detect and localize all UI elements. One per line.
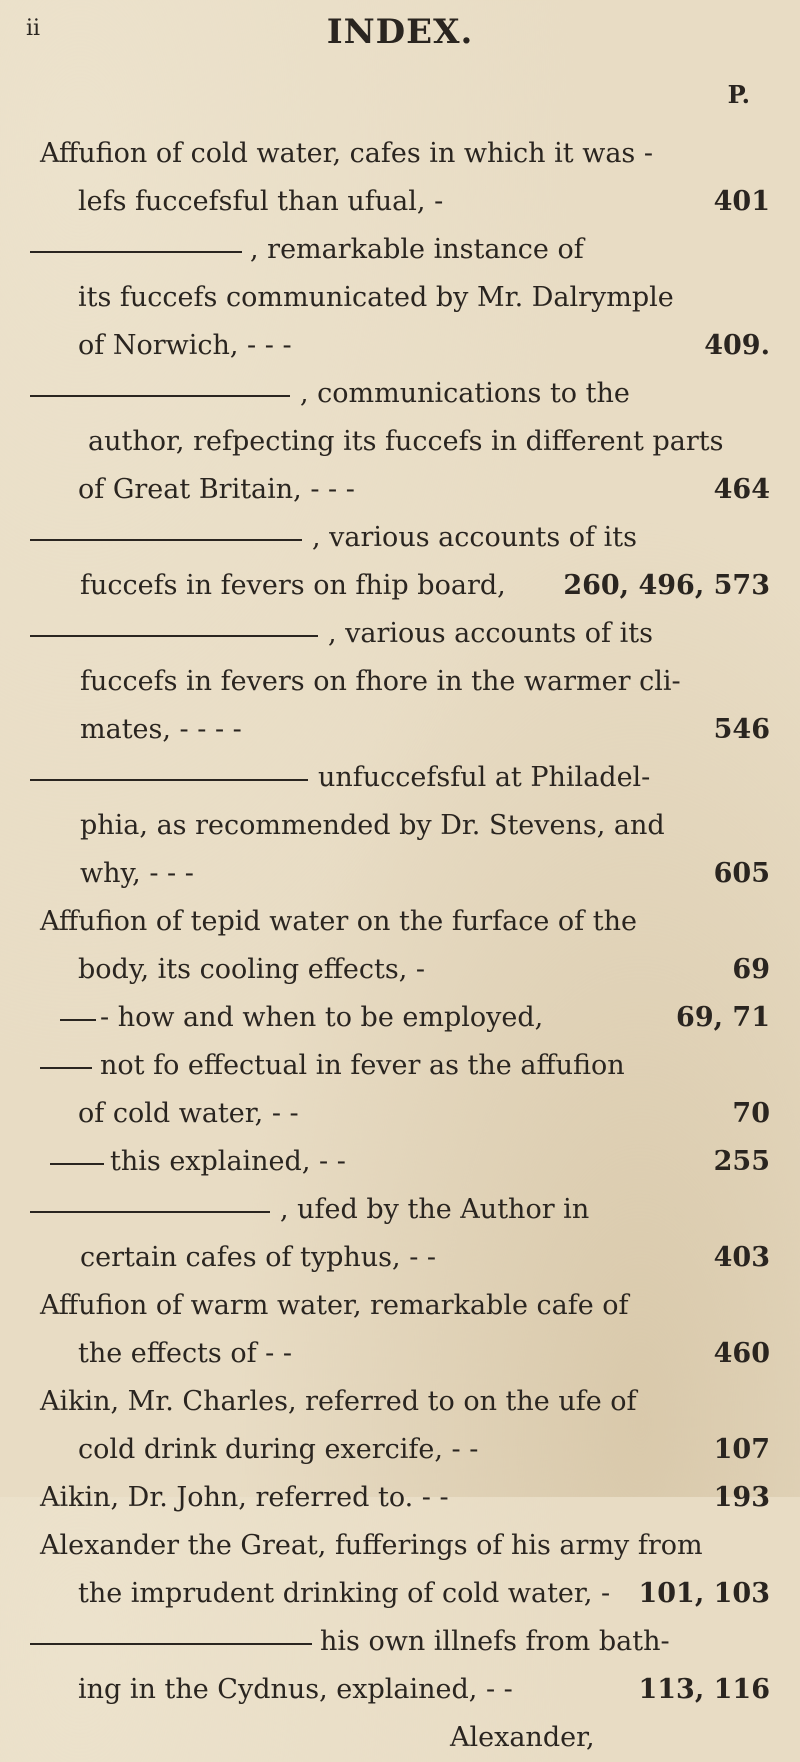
- index-entries: [0, 130, 800, 1762]
- entry-text: of Norwich, - - -: [78, 330, 292, 361]
- index-line: [0, 1090, 800, 1138]
- index-line: [0, 466, 800, 514]
- entry-text: not fo effectual in fever as the affufion: [100, 1050, 625, 1081]
- entry-text: , communications to the: [300, 378, 630, 409]
- entry-text: Affufion of tepid water on the furface of the: [40, 906, 637, 937]
- entry-pages: 409.: [704, 330, 770, 361]
- entry-pages: 401: [713, 186, 770, 217]
- ditto-rule: [30, 251, 242, 253]
- entry-pages: 107: [713, 1434, 770, 1465]
- index-line: [0, 274, 800, 322]
- entry-text: his own illnefs from bath-: [320, 1626, 670, 1657]
- index-line: [0, 418, 800, 466]
- index-line: [0, 1042, 800, 1090]
- entry-pages: 193: [713, 1482, 770, 1513]
- ditto-rule: [60, 1019, 96, 1021]
- entry-text: why, - - -: [80, 858, 194, 889]
- index-line: [0, 1378, 800, 1426]
- entry-text: ing in the Cydnus, explained, - -: [78, 1674, 513, 1705]
- pages-column-label: P.: [727, 80, 750, 109]
- ditto-rule: [30, 635, 318, 637]
- index-line: [0, 706, 800, 754]
- index-line: [0, 1618, 800, 1666]
- entry-pages: 70: [732, 1098, 770, 1129]
- entry-pages: 69, 71: [676, 1002, 770, 1033]
- index-line: [0, 946, 800, 994]
- entry-text: body, its cooling effects, -: [78, 954, 425, 985]
- index-line: [0, 514, 800, 562]
- entry-text: this explained, - -: [110, 1146, 346, 1177]
- entry-text: author, refpecting its fuccefs in different parts: [88, 426, 724, 457]
- ditto-rule: [30, 539, 302, 541]
- index-line: [0, 1570, 800, 1618]
- page-title: INDEX.: [326, 12, 474, 52]
- index-line: [0, 130, 800, 178]
- entry-text: - how and when to be employed,: [100, 1002, 544, 1033]
- ditto-rule: [40, 1067, 92, 1069]
- entry-pages: 69: [732, 954, 770, 985]
- entry-text: Alexander the Great, fufferings of his army from: [40, 1530, 703, 1561]
- entry-pages: 255: [713, 1146, 770, 1177]
- index-line: [0, 610, 800, 658]
- index-line: [0, 994, 800, 1042]
- index-line: [0, 1234, 800, 1282]
- entry-text: the effects of - -: [78, 1338, 293, 1369]
- index-line: [0, 370, 800, 418]
- entry-text: certain cafes of typhus, - -: [80, 1242, 437, 1273]
- entry-text: fuccefs in fevers on fhip board,: [80, 570, 506, 601]
- entry-text: Affufion of cold water, cafes in which it was -: [40, 138, 653, 169]
- index-line: [0, 1666, 800, 1714]
- index-line: [0, 1426, 800, 1474]
- entry-text: cold drink during exercife, - -: [78, 1434, 479, 1465]
- index-line: [0, 850, 800, 898]
- entry-pages: 101, 103: [638, 1578, 770, 1609]
- index-line: [0, 562, 800, 610]
- index-line: [0, 226, 800, 274]
- index-line: [0, 1522, 800, 1570]
- ditto-rule: [50, 1163, 104, 1165]
- entry-pages: 113, 116: [638, 1674, 770, 1705]
- index-line: [0, 178, 800, 226]
- index-line: [0, 1714, 800, 1762]
- ditto-rule: [30, 395, 290, 397]
- ditto-rule: [30, 1211, 270, 1213]
- index-line: [0, 1330, 800, 1378]
- entry-text: fuccefs in fevers on fhore in the warmer cli-: [80, 666, 681, 697]
- entry-text: , various accounts of its: [312, 522, 637, 553]
- entry-text: Aikin, Dr. John, referred to. - -: [40, 1482, 449, 1513]
- entry-text: phia, as recommended by Dr. Stevens, and: [80, 810, 665, 841]
- index-line: [0, 1474, 800, 1522]
- entry-text: unfuccefsful at Philadel-: [318, 762, 651, 793]
- entry-text: , remarkable instance of: [250, 234, 584, 265]
- entry-text: of Great Britain, - - -: [78, 474, 355, 505]
- entry-text: lefs fuccefsful than ufual, -: [78, 186, 444, 217]
- index-line: [0, 1282, 800, 1330]
- index-line: [0, 322, 800, 370]
- entry-pages: 260, 496, 573: [563, 570, 770, 601]
- entry-text: the imprudent drinking of cold water, -: [78, 1578, 611, 1609]
- entry-text: Affufion of warm water, remarkable cafe of: [40, 1290, 629, 1321]
- entry-text: its fuccefs communicated by Mr. Dalrymple: [78, 282, 674, 313]
- entry-text: mates, - - - -: [80, 714, 242, 745]
- index-line: [0, 802, 800, 850]
- page-number: ii: [26, 16, 41, 41]
- index-line: [0, 658, 800, 706]
- ditto-rule: [30, 1643, 312, 1645]
- entry-text: Aikin, Mr. Charles, referred to on the ufe of: [40, 1386, 637, 1417]
- index-line: [0, 898, 800, 946]
- index-line: [0, 1138, 800, 1186]
- index-line: [0, 754, 800, 802]
- ditto-rule: [30, 779, 308, 781]
- entry-text: , ufed by the Author in: [280, 1194, 590, 1225]
- entry-pages: 460: [713, 1338, 770, 1369]
- entry-text: of cold water, - -: [78, 1098, 299, 1129]
- entry-text: , various accounts of its: [328, 618, 653, 649]
- entry-pages: 546: [713, 714, 770, 745]
- entry-pages: 605: [713, 858, 770, 889]
- index-line: [0, 1186, 800, 1234]
- entry-text: Alexander,: [450, 1722, 595, 1753]
- entry-pages: 403: [713, 1242, 770, 1273]
- entry-pages: 464: [713, 474, 770, 505]
- page-header: [0, 12, 800, 52]
